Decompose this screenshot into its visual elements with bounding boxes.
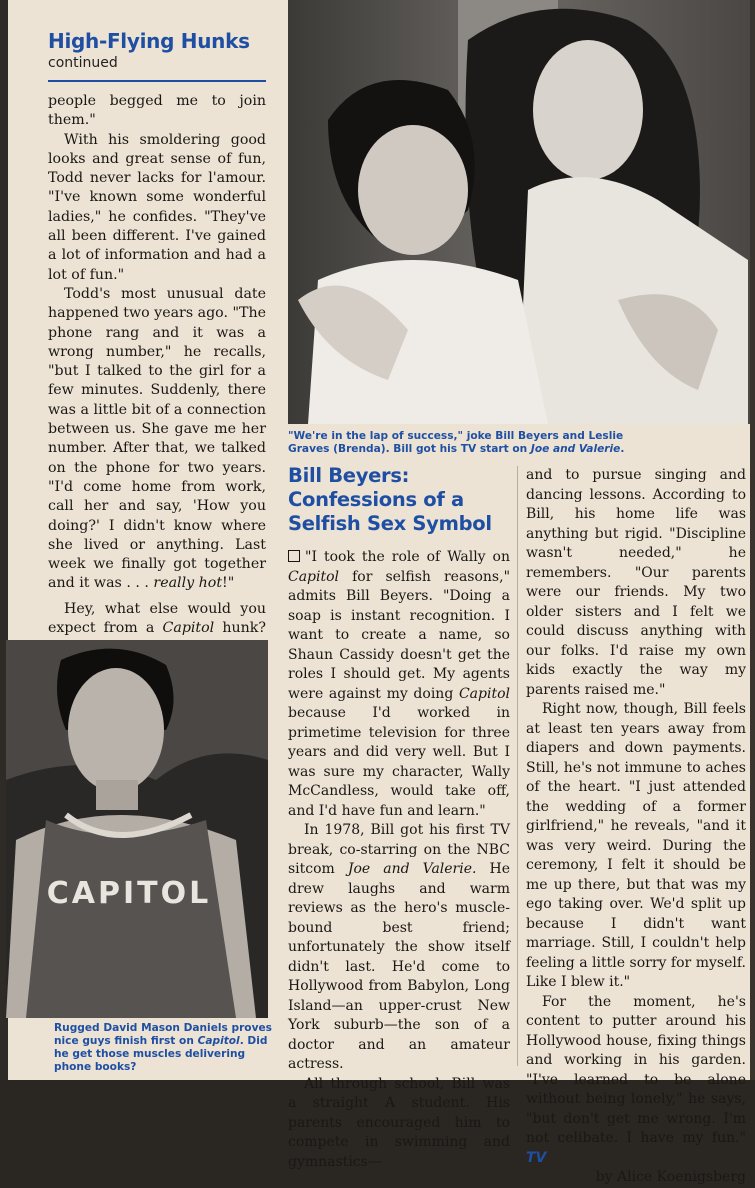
paragraph: people begged me to join them."	[48, 93, 266, 129]
section-header	[48, 28, 268, 72]
paragraph: Todd's most unusual date happened two years ago. "The phone rang and it was a wrong number," he recalls, "but I talked to the girl for a few minutes. Suddenly, there was a little bit of a connection between us. She gave me her number. After that, we talked on the phone for two years. "I'd come home from work, call her and say, 'How you doing?' I didn't know where she lived or anything. Last week we finally got together and it was . . . really hot!"	[48, 285, 266, 592]
jersey-lettering: CAPITOL	[46, 876, 212, 911]
page-edge-right	[750, 0, 755, 1080]
photo-bill-beyers-leslie-graves	[288, 0, 750, 424]
checkbox-bullet-icon	[288, 550, 300, 562]
paragraph: In 1978, Bill got his first TV break, co-starring on the NBC sitcom Joe and Valerie. He drew laughs and warm reviews as the hero's muscle-bound best friend; unfortunately the show itself didn't last. He'd come to Hollywood from Babylon, Long Island—an upper-crust New York suburb—the son of a doctor and an amateur actress.	[288, 822, 511, 1072]
photo-caption-bottom: Rugged David Mason Daniels proves nice guys finish first on Capitol. Did he get those muscles delivering phone books?	[54, 1022, 272, 1073]
sidebar-headline: Bill Beyers: Confessions of a Selfish Sex Symbol	[288, 464, 492, 535]
photo-david-mason-daniels	[6, 640, 268, 1018]
section-title: High-Flying Hunks	[48, 29, 250, 53]
paragraph: All through school, Bill was a straight A student. His parents encouraged him to compete in swimming and gymnastics—	[288, 1075, 510, 1170]
sidebar-column-2	[526, 466, 746, 1188]
byline: by Alice Koenigsberg	[595, 1169, 746, 1185]
emphasis: really hot	[153, 575, 223, 592]
tv-end-mark: TV	[526, 1149, 547, 1166]
article-column-1	[48, 92, 266, 704]
emphasis: Capitol	[162, 620, 215, 637]
paragraph: With his smoldering good looks and great sense of fun, Todd never lacks for l'amour. "I've known some wonderful ladies," he confides. "They've all been different. I've gained a lot of information and had a lot of fun."	[48, 131, 266, 283]
photo-caption-top: "We're in the lap of success," joke Bill Beyers and Leslie Graves (Brenda). Bill got his TV start on Joe and Valerie.	[288, 430, 625, 455]
sidebar-column-1	[288, 548, 510, 1172]
paragraph: "I took the role of Wally on Capitol for selfish reasons," admits Bill Beyers. "Doing a soap is instant recognition. I want to create a name, so Shaun Cassidy doesn't get the roles I should get. My agents were against my doing Capitol because I'd worked in primetime television for three years and did very well. But I was sure my character, Wally McCandless, would take off, and I'd have fun and learn."	[288, 549, 511, 819]
paragraph: Right now, though, Bill feels at least ten years away from diapers and down payments. Still, he's not immune to aches of the heart. "I just attended the wedding of a former girlfriend," he reveals, "and it was very weird. During the ceremony, I felt it should be me up there, but that was my ego taking over. We'd split up because I didn't want marriage. Still, I couldn't help feeling a little sorry for myself. Like I blew it."	[526, 701, 746, 990]
section-subtitle: continued	[48, 55, 118, 71]
header-rule	[48, 80, 266, 82]
column-divider	[517, 466, 518, 1066]
paragraph: For the moment, he's content to putter around his Hollywood house, fixing things and working in his garden. "I've learned to be alone without being lonely," he says, "but don't get me wrong. I'm not celibate. I have my fun." TV	[526, 993, 746, 1166]
paragraph: and to pursue singing and dancing lessons. According to Bill, his home life was anything but rigid. "Discipline wasn't needed," he remembers. "Our parents were our friends. My two older sisters and I felt we could discuss anything with our folks. I'd raise my own kids exactly the way my parents raised me."	[526, 467, 746, 698]
paragraph: Hey, what else would you expect from a Capitol hunk?	[48, 600, 266, 658]
